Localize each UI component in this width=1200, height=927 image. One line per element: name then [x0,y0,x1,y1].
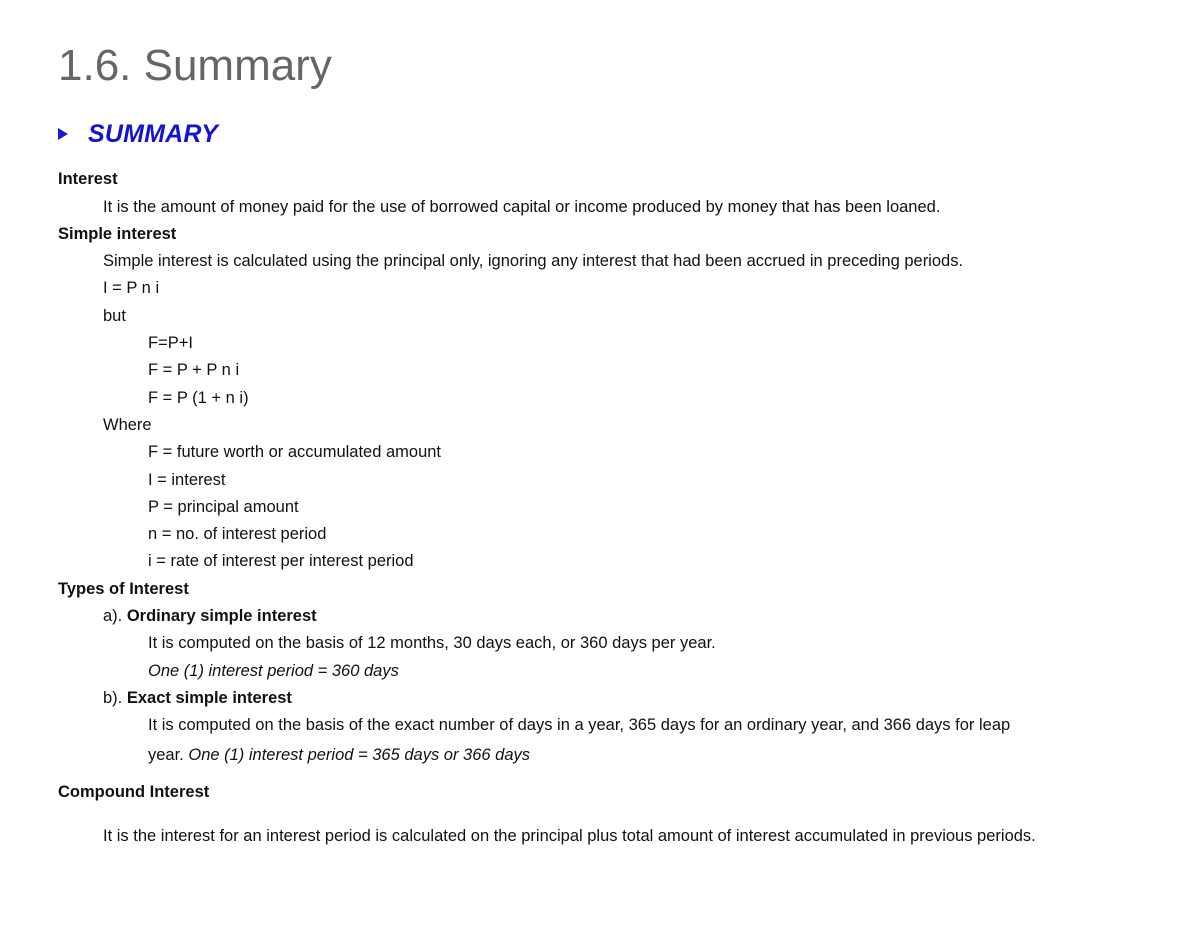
ordinary-interest-desc: It is computed on the basis of 12 months, 30 days each, or 360 days per year. [148,634,716,652]
where-label: Where [103,416,152,434]
ordinary-interest-item [103,605,317,627]
page-title: 1.6. Summary [58,41,332,90]
simple-interest-formula: I = P n i [103,279,160,297]
exact-interest-desc: It is computed on the basis of the exact number of days in a year, 365 days for an ordinary year, and 366 days for leap [148,716,1011,734]
types-heading: Types of Interest [58,580,189,598]
exact-interest-item [103,687,292,709]
derivation-line: F = P (1 + n i) [148,389,249,407]
simple-interest-definition: Simple interest is calculated using the principal only, ignoring any interest that had been accrued in preceding periods. [103,252,964,270]
compound-interest-definition: It is the interest for an interest period is calculated on the principal plus total amount of interest accumulated in previous periods. [103,827,1036,845]
item-prefix: b). [103,689,127,707]
but-label: but [103,307,126,325]
triangle-right-icon [58,128,68,140]
exact-interest-label: Exact simple interest [126,689,292,707]
ordinary-interest-label: Ordinary simple interest [126,607,317,625]
simple-interest-heading: Simple interest [58,225,177,243]
exact-interest-desc-cont [148,744,530,766]
variable-definition: i = rate of interest per interest period [148,552,414,570]
item-prefix: a). [103,607,127,625]
interest-definition: It is the amount of money paid for the use of borrowed capital or income produced by money that has been loaned. [103,198,941,216]
variable-definition: F = future worth or accumulated amount [148,443,442,461]
section-header [58,116,218,152]
derivation-line: F = P + P n i [148,361,240,379]
section-title: SUMMARY [88,119,219,148]
exact-interest-period: One (1) interest period = 365 days or 366 days [188,746,531,764]
variable-definition: n = no. of interest period [148,525,327,543]
ordinary-interest-period: One (1) interest period = 360 days [148,662,399,680]
compound-interest-heading: Compound Interest [58,783,210,801]
interest-heading: Interest [58,170,118,188]
variable-definition: P = principal amount [148,498,299,516]
variable-definition: I = interest [148,471,226,489]
derivation-line: F=P+I [148,334,193,352]
exact-interest-desc-tail: year. [148,746,189,764]
